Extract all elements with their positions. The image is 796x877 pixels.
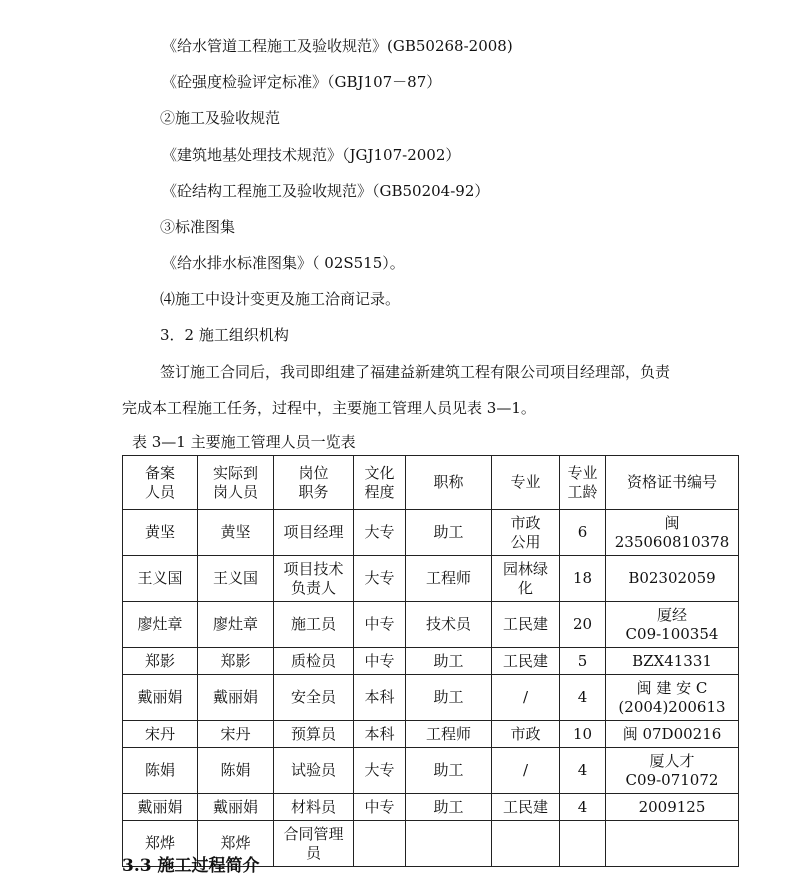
table-cell	[560, 721, 606, 748]
table-header-cell	[560, 456, 606, 510]
table-row	[123, 648, 739, 675]
cell-line: C09-100354	[625, 624, 719, 643]
table-cell	[354, 794, 406, 821]
header-cell-line: 程度	[364, 482, 395, 501]
table-cell	[274, 748, 354, 794]
cell-line: 廖灶章	[137, 615, 183, 633]
table-cell	[274, 794, 354, 821]
cell-line: 大专	[364, 523, 395, 541]
cell-line: 6	[577, 523, 588, 541]
table-cell	[406, 556, 492, 602]
table-header-cell	[274, 456, 354, 510]
paragraph-line-7: 《给水排水标准图集》（ 02S515）。	[162, 254, 405, 272]
table-cell	[492, 556, 560, 602]
table-cell	[123, 675, 198, 721]
cell-line: 市政	[510, 724, 541, 743]
cell-line: 安全员	[290, 688, 336, 706]
table-cell	[198, 648, 274, 675]
table-cell	[606, 721, 739, 748]
table-cell	[406, 721, 492, 748]
cell-line: 235060810378	[614, 532, 730, 551]
cell-line: 化	[517, 578, 533, 597]
cell-line: 黄坚	[144, 523, 175, 541]
table-cell	[354, 556, 406, 602]
section-heading: 3.3 施工过程简介	[122, 856, 260, 876]
paragraph-line-11: 完成本工程施工任务，过程中，主要施工管理人员见表 3—1。	[122, 399, 536, 417]
table-cell	[560, 675, 606, 721]
header-cell-line: 专业	[567, 463, 598, 482]
cell-line: 郑烨	[220, 834, 251, 852]
table-cell	[560, 821, 606, 867]
cell-line: 18	[572, 569, 593, 587]
table-cell	[492, 648, 560, 675]
paragraph-line-5: 《砼结构工程施工及验收规范》（GB50204-92）	[162, 182, 490, 200]
cell-line: 宋丹	[220, 724, 251, 743]
table-cell	[198, 556, 274, 602]
header-cell-line: 职务	[298, 482, 329, 501]
table-cell	[123, 510, 198, 556]
table-row	[123, 675, 739, 721]
table-cell	[198, 510, 274, 556]
paragraph-line-8: ⑷施工中设计变更及施工洽商记录。	[160, 290, 401, 308]
cell-line: 戴丽娟	[137, 688, 183, 706]
cell-line: /	[522, 688, 529, 706]
cell-line: 厦人才	[649, 751, 695, 770]
table-cell	[198, 602, 274, 648]
table-cell	[406, 675, 492, 721]
cell-line: 员	[305, 843, 321, 862]
paragraph-line-6: ③标准图集	[160, 218, 236, 236]
table-cell	[406, 794, 492, 821]
cell-line: 郑烨	[144, 834, 175, 852]
table-cell	[492, 510, 560, 556]
header-cell-line: 职称	[433, 473, 464, 491]
cell-line: 陈娟	[220, 761, 251, 779]
cell-line: 4	[577, 797, 588, 816]
table-cell	[492, 602, 560, 648]
table-cell	[492, 821, 560, 867]
cell-line: 预算员	[290, 724, 336, 743]
table-cell	[492, 748, 560, 794]
table-cell	[274, 721, 354, 748]
paragraph-line-1: 《给水管道工程施工及验收规范》(GB50268-2008)	[162, 37, 513, 55]
table-header-cell	[198, 456, 274, 510]
cell-line: 4	[577, 761, 588, 779]
cell-line: 20	[572, 615, 593, 633]
cell-line: 4	[577, 688, 588, 706]
cell-line: 王义国	[212, 569, 258, 587]
cell-line: 施工员	[290, 615, 336, 633]
table-row	[123, 602, 739, 648]
table-cell	[198, 794, 274, 821]
cell-line: 厦经	[656, 605, 687, 624]
cell-line: 试验员	[290, 761, 336, 779]
cell-line: 本科	[364, 724, 395, 743]
table-cell	[560, 794, 606, 821]
table-cell	[606, 794, 739, 821]
header-cell-line: 人员	[144, 482, 175, 501]
table-cell	[406, 648, 492, 675]
cell-line: 园林绿	[502, 559, 548, 578]
cell-line: 王义国	[137, 569, 183, 587]
staff-table	[122, 455, 739, 867]
table-cell	[606, 556, 739, 602]
cell-line: 郑影	[144, 651, 175, 670]
header-cell-line: 备案	[144, 463, 175, 482]
table-cell	[560, 648, 606, 675]
header-cell-line: 文化	[364, 463, 395, 482]
header-cell-line: 岗人员	[212, 482, 258, 501]
table-cell	[198, 721, 274, 748]
table-cell	[606, 602, 739, 648]
cell-line: 戴丽娟	[137, 797, 183, 816]
table-cell	[354, 721, 406, 748]
table-row	[123, 556, 739, 602]
paragraph-line-2: 《砼强度检验评定标准》（GBJ107－87）	[162, 73, 442, 91]
cell-line: 合同管理	[283, 824, 344, 843]
table-cell	[606, 510, 739, 556]
header-cell-line: 岗位	[298, 463, 329, 482]
cell-line: 大专	[364, 569, 395, 587]
table-cell	[560, 556, 606, 602]
table-cell	[123, 648, 198, 675]
table-cell	[274, 675, 354, 721]
table-cell	[198, 675, 274, 721]
table-cell	[274, 602, 354, 648]
table-cell	[406, 602, 492, 648]
cell-line: 工程师	[425, 724, 471, 743]
table-cell	[492, 794, 560, 821]
table-cell	[560, 748, 606, 794]
cell-line: 陈娟	[144, 761, 175, 779]
table-cell	[123, 602, 198, 648]
paragraph-line-3: ②施工及验收规范	[160, 109, 281, 127]
table-header-cell	[606, 456, 739, 510]
table-cell	[123, 748, 198, 794]
cell-line: 戴丽娟	[212, 797, 258, 816]
table-cell	[274, 821, 354, 867]
cell-line: 黄坚	[220, 523, 251, 541]
table-cell	[123, 721, 198, 748]
table-cell	[492, 675, 560, 721]
cell-line: 中专	[364, 615, 395, 633]
table-cell	[354, 602, 406, 648]
cell-line: 工程师	[425, 569, 471, 587]
paragraph-line-4: 《建筑地基处理技术规范》（JGJ107-2002）	[162, 146, 461, 164]
cell-line: 本科	[364, 688, 395, 706]
cell-line: 助工	[433, 651, 464, 670]
cell-line: 5	[577, 651, 588, 670]
table-caption: 表 3—1 主要施工管理人员一览表	[132, 433, 356, 451]
cell-line: 10	[572, 724, 593, 743]
cell-line: 公用	[510, 532, 541, 551]
table-header-cell	[123, 456, 198, 510]
table-cell	[406, 748, 492, 794]
cell-line: 项目经理	[283, 523, 344, 541]
cell-line: B02302059	[628, 569, 716, 587]
paragraph-line-10: 签订施工合同后，我司即组建了福建益新建筑工程有限公司项目经理部，负责	[160, 363, 671, 381]
table-cell	[123, 794, 198, 821]
table-row	[123, 721, 739, 748]
cell-line: 工民建	[502, 797, 548, 816]
header-cell-line: 工龄	[567, 482, 598, 501]
table-cell	[560, 510, 606, 556]
table-row	[123, 510, 739, 556]
cell-line: 助工	[433, 523, 464, 541]
table-cell	[274, 510, 354, 556]
cell-line: 项目技术	[283, 559, 344, 578]
cell-line: /	[522, 761, 529, 779]
table-cell	[492, 721, 560, 748]
table-header-cell	[406, 456, 492, 510]
table-header-row	[123, 456, 739, 510]
cell-line: 技术员	[425, 615, 471, 633]
table-cell	[354, 821, 406, 867]
cell-line: 宋丹	[144, 724, 175, 743]
cell-line: 材料员	[290, 797, 336, 816]
cell-line: 中专	[364, 651, 395, 670]
table-cell	[274, 556, 354, 602]
table-cell	[354, 510, 406, 556]
cell-line: 闽 建 安 C	[636, 678, 708, 697]
table-cell	[354, 748, 406, 794]
cell-line: 助工	[433, 688, 464, 706]
cell-line: 助工	[433, 761, 464, 779]
cell-line: (2004)200613	[618, 697, 726, 716]
paragraph-line-9: 3．2 施工组织机构	[160, 326, 289, 344]
table-row	[123, 748, 739, 794]
cell-line: 戴丽娟	[212, 688, 258, 706]
cell-line: 廖灶章	[212, 615, 258, 633]
table-cell	[354, 648, 406, 675]
cell-line: 郑影	[220, 651, 251, 670]
cell-line: BZX41331	[632, 651, 712, 670]
cell-line: 工民建	[502, 615, 548, 633]
table-cell	[198, 748, 274, 794]
table-cell	[606, 821, 739, 867]
cell-line: 工民建	[502, 651, 548, 670]
table-cell	[123, 556, 198, 602]
table-cell	[606, 648, 739, 675]
cell-line: C09-071072	[625, 770, 719, 789]
table-header-cell	[354, 456, 406, 510]
cell-line: 助工	[433, 797, 464, 816]
cell-line: 质检员	[290, 651, 336, 670]
table-cell	[606, 675, 739, 721]
table-cell	[406, 510, 492, 556]
table-cell	[354, 675, 406, 721]
header-cell-line: 资格证书编号	[626, 473, 717, 491]
cell-line: 闽 07D00216	[622, 724, 722, 743]
cell-line: 2009125	[638, 797, 706, 816]
header-cell-line: 专业	[510, 473, 541, 491]
cell-line: 中专	[364, 797, 395, 816]
cell-line: 市政	[510, 513, 541, 532]
table-cell	[274, 648, 354, 675]
cell-line: 闽	[664, 513, 680, 532]
table-row	[123, 794, 739, 821]
cell-line: 大专	[364, 761, 395, 779]
table-cell	[560, 602, 606, 648]
table-cell	[606, 748, 739, 794]
table-cell	[406, 821, 492, 867]
table-header-cell	[492, 456, 560, 510]
header-cell-line: 实际到	[212, 463, 258, 482]
cell-line: 负责人	[290, 578, 336, 597]
